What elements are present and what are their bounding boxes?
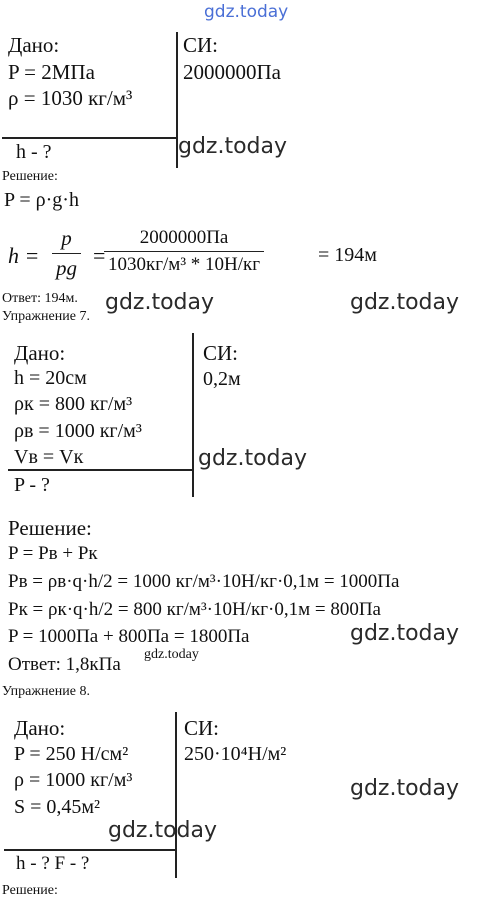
table-divider-horizontal [2, 137, 176, 139]
given-line: Vв = Vк [14, 446, 84, 468]
si-line: 250·10⁴Н/м² [184, 743, 287, 765]
given-line: ρв = 1000 кг/м³ [14, 420, 142, 442]
si-header: СИ: [183, 33, 219, 57]
given-header: Дано: [14, 716, 66, 740]
given-header: Дано: [8, 33, 60, 57]
equals-sign: = [93, 243, 106, 268]
given-line: S = 0,45м² [14, 796, 101, 818]
watermark: gdz.today [350, 290, 460, 315]
given-line: h = 20см [14, 367, 87, 389]
si-line: 0,2м [203, 368, 241, 390]
table-divider-horizontal [4, 849, 175, 851]
watermark: gdz.today [350, 621, 460, 646]
fraction-numerator: p [61, 226, 72, 250]
table-divider-vertical [192, 333, 194, 497]
solution-line: Pк = ρк·q·h/2 = 800 кг/м³·10Н/кг·0,1м = 800Па [8, 599, 381, 620]
exercise-label: Упражнение 8. [2, 684, 90, 699]
answer: Ответ: 194м. [2, 291, 78, 306]
given-line: P = 2МПа [8, 60, 95, 84]
table-divider-vertical [175, 712, 177, 878]
given-line: ρк = 800 кг/м³ [14, 393, 133, 415]
watermark: gdz.today [350, 776, 460, 801]
watermark: gdz.today [108, 818, 218, 843]
answer: Ответ: 1,8кПа [8, 654, 121, 675]
watermark: gdz.today [105, 290, 215, 315]
watermark-top: gdz.today [204, 2, 289, 22]
given-line: ρ = 1030 кг/м³ [8, 86, 133, 110]
formula-lhs: h = [8, 243, 40, 268]
si-header: СИ: [184, 716, 220, 740]
given-header: Дано: [14, 341, 66, 365]
solution-line: P = Pв + Pк [8, 543, 98, 564]
result: = 194м [318, 244, 377, 266]
fraction-denominator: 1030кг/м³ * 10Н/кг [104, 251, 264, 276]
solution-line: Pв = ρв·q·h/2 = 1000 кг/м³·10Н/кг·0,1м = 1000Па [8, 571, 400, 592]
solution-label: Решение: [2, 169, 58, 184]
watermark: gdz.today [178, 134, 288, 159]
si-line: 2000000Па [183, 60, 281, 84]
solution-label: Решение: [2, 883, 58, 898]
formula: P = ρ·g·h [4, 189, 79, 211]
given-line: ρ = 1000 кг/м³ [14, 769, 133, 791]
table-divider-horizontal [8, 469, 192, 471]
find-line: P - ? [14, 474, 50, 496]
given-line: P = 250 Н/см² [14, 743, 129, 765]
solution-label: Решение: [8, 516, 92, 540]
find-line: h - ? F - ? [16, 853, 90, 874]
fraction-denominator: pg [52, 253, 81, 281]
watermark: gdz.today [144, 647, 199, 662]
fraction-1 [52, 226, 81, 281]
fraction-numerator: 2000000Па [139, 227, 229, 248]
watermark: gdz.today [198, 446, 308, 471]
si-header: СИ: [203, 341, 239, 365]
fraction-2 [104, 227, 264, 276]
find-line: h - ? [16, 141, 52, 163]
exercise-label: Упражнение 7. [2, 309, 90, 324]
solution-line: P = 1000Па + 800Па = 1800Па [8, 626, 250, 647]
